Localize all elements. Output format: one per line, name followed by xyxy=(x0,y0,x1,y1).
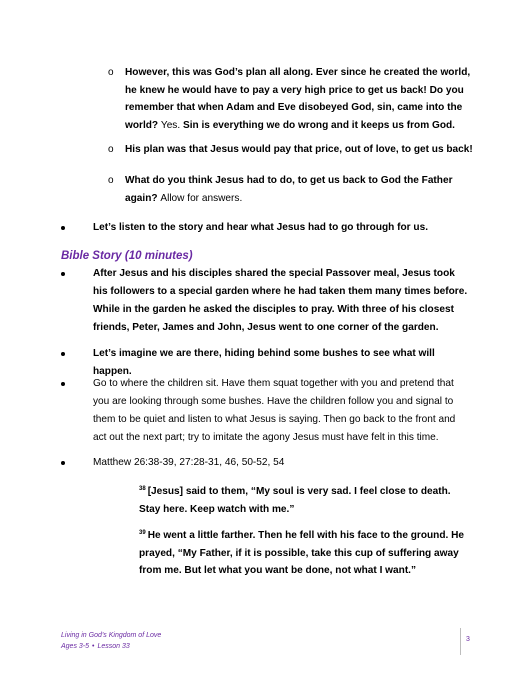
sub-item-question xyxy=(108,172,478,207)
sub-item-answer: Yes. xyxy=(160,119,183,131)
circle-bullet-icon: o xyxy=(108,175,114,186)
bullet-dot-icon xyxy=(61,226,65,230)
footer-ages: Ages 3-5 xyxy=(61,642,90,650)
footer-lesson: Lesson 33 xyxy=(97,642,130,650)
bullet-dot-icon xyxy=(61,352,65,356)
section-heading: Bible Story (10 minutes) xyxy=(61,250,193,262)
footer-separator: • xyxy=(92,642,95,650)
quote-text: He went a little farther. Then he fell with his face to the ground. He prayed, “My Father, if it is possible, take this cup of suffering away from me. But let what you want be done, not what I want.” xyxy=(139,530,464,576)
sub-item-text-cont: Sin is everything we do wrong and it keeps us from God. xyxy=(182,119,455,131)
bullet-imagine: Let’s imagine we are there, hiding behind some bushes to see what will happen. xyxy=(61,345,471,381)
quote-text: [Jesus] said to them, “My soul is very sad. I feel close to death. Stay here. Keep watch with me.” xyxy=(139,486,451,515)
scripture-quote-39 xyxy=(139,527,464,580)
sub-item-gods-plan xyxy=(108,64,478,134)
sub-item-instruction: Allow for answers. xyxy=(160,192,243,204)
sub-item-text: What do you think Jesus had to do, to get us back to God the Father again? xyxy=(125,175,453,204)
bullet-dot-icon xyxy=(61,461,65,465)
verse-number: 39 xyxy=(139,530,146,536)
verse-number: 38 xyxy=(139,486,146,492)
circle-bullet-icon: o xyxy=(108,144,114,155)
sub-item-jesus-price xyxy=(108,141,478,159)
page-number: 3 xyxy=(466,636,470,643)
scripture-quote-38 xyxy=(139,483,464,518)
bullet-listen: Let’s listen to the story and hear what Jesus had to go through for us. xyxy=(61,219,471,237)
footer-meta xyxy=(61,642,161,653)
bullet-story: After Jesus and his disciples shared the special Passover meal, Jesus took his followers to a special garden where he had taken them many times before. While in the garden he asked the disciples to pray. With three of his closest friends, Peter, James and John, Jesus went to one corner of the garden. xyxy=(61,265,471,337)
sub-item-text: His plan was that Jesus would pay that price, out of love, to get us back! xyxy=(125,144,473,155)
sub-item-text: However, this was God’s plan all along. Ever since he created the world, he knew he would have to pay a very high price to get us back! Do you remember that when Adam and Eve disobeyed God, sin, came into the world? xyxy=(125,67,471,131)
bullet-scripture-ref: Matthew 26:38-39, 27:28-31, 46, 50-52, 54 xyxy=(61,454,471,472)
circle-bullet-icon: o xyxy=(108,67,114,78)
footer-title: Living in God’s Kingdom of Love xyxy=(61,632,162,639)
bullet-instruction: Go to where the children sit. Have them squat together with you and pretend that you are looking through some bushes. Have the children follow you and signal to them to be quiet and listen to what Jesus is saying. Then go back to the front and act out the next part; try to imitate the agony Jesus must have felt in this time. xyxy=(61,375,471,447)
bullet-dot-icon xyxy=(61,272,65,276)
bullet-dot-icon xyxy=(61,382,65,386)
page-footer xyxy=(61,631,161,652)
footer-divider xyxy=(460,628,461,655)
